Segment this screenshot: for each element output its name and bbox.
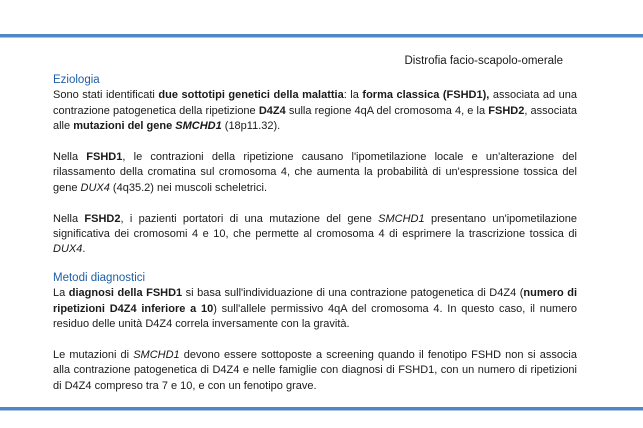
- text-run: .: [82, 243, 86, 256]
- text-run: Sono stati identificati: [53, 89, 159, 102]
- bold-italic-run: SMCHD1: [175, 120, 222, 133]
- italic-run: DUX4: [53, 243, 83, 256]
- bold-run: forma classica (FSHD1),: [362, 89, 490, 102]
- paragraph-eziologia-2: [53, 150, 577, 196]
- top-divider-shadow: [0, 37, 643, 38]
- bold-run: numero di ripetizioni D4Z4 inferiore a 10: [53, 287, 578, 315]
- bold-run: due sottotipi genetici della malattia: [158, 89, 344, 102]
- text-run: si basa sull'individuazione di una contrazione patogenetica di D4Z4 (: [182, 287, 524, 300]
- bold-run: diagnosi della FSHD1: [68, 287, 183, 300]
- text-run: ) sull'allele permissivo 4qA del cromosoma 4. In questo caso, il numero residuo delle unità D4Z4 correla inversamente con la gravità.: [53, 302, 578, 331]
- text-run: Nella: [53, 212, 85, 225]
- italic-run: SMCHD1: [133, 348, 180, 361]
- bold-run: FSHD2: [488, 104, 525, 117]
- text-run: devono essere sottoposte a screening quando il fenotipo FSHD non si associa alla contrazione patogenetica di D4Z4 e nelle famiglie con diagnosi di FSHD1, con un numero di ripetizioni di D4Z4 compreso tra 7 e 10, e con un fenotipo grave.: [53, 348, 577, 392]
- text-run: , associata alle: [53, 104, 577, 133]
- italic-run: SMCHD1: [378, 212, 425, 225]
- text-run: Le mutazioni di: [53, 348, 134, 361]
- text-run: presentano un'ipometilazione significativa dei cromosomi 4 e 10, che permette al cromosoma 4 di esprimere la trascrizione tossica di: [53, 212, 578, 241]
- section-heading-metodi: Metodi diagnostici: [53, 271, 146, 284]
- bold-run: FSHD1: [86, 151, 123, 164]
- document-title: Distrofia facio-scapolo-omerale: [404, 55, 563, 67]
- italic-run: DUX4: [80, 181, 110, 194]
- paragraph-metodi-2: [53, 348, 577, 394]
- text-run: , i pazienti portatori di una mutazione del gene: [120, 212, 379, 225]
- section-heading-eziologia: Eziologia: [53, 74, 100, 86]
- paragraph-eziologia-3: [53, 212, 577, 258]
- paragraph-metodi-1: [53, 286, 577, 332]
- paragraph-eziologia-1: [53, 88, 577, 134]
- bold-run: FSHD2: [84, 212, 121, 225]
- text-run: sulla regione 4qA del cromosoma 4, e la: [285, 104, 489, 117]
- text-run: Nella: [53, 151, 87, 164]
- text-run: , le contrazioni della ripetizione causano l'ipometilazione locale e un'alterazione del rilassamento della cromatina sul cromosoma 4, che aumenta la probabilità di un'espressione tossica del gene: [53, 151, 577, 194]
- text-run: (18p11.32).: [221, 120, 281, 133]
- text-run: : la: [343, 89, 363, 102]
- document-body: [53, 73, 577, 394]
- bold-run: D4Z4: [258, 104, 286, 117]
- text-run: (4q35.2) nei muscoli scheletrici.: [109, 181, 267, 194]
- bottom-divider-shadow: [0, 410, 643, 411]
- bold-run: mutazioni del gene: [73, 120, 176, 133]
- text-run: La: [53, 287, 69, 300]
- text-run: associata ad una contrazione patogenetica della ripetizione: [53, 89, 577, 117]
